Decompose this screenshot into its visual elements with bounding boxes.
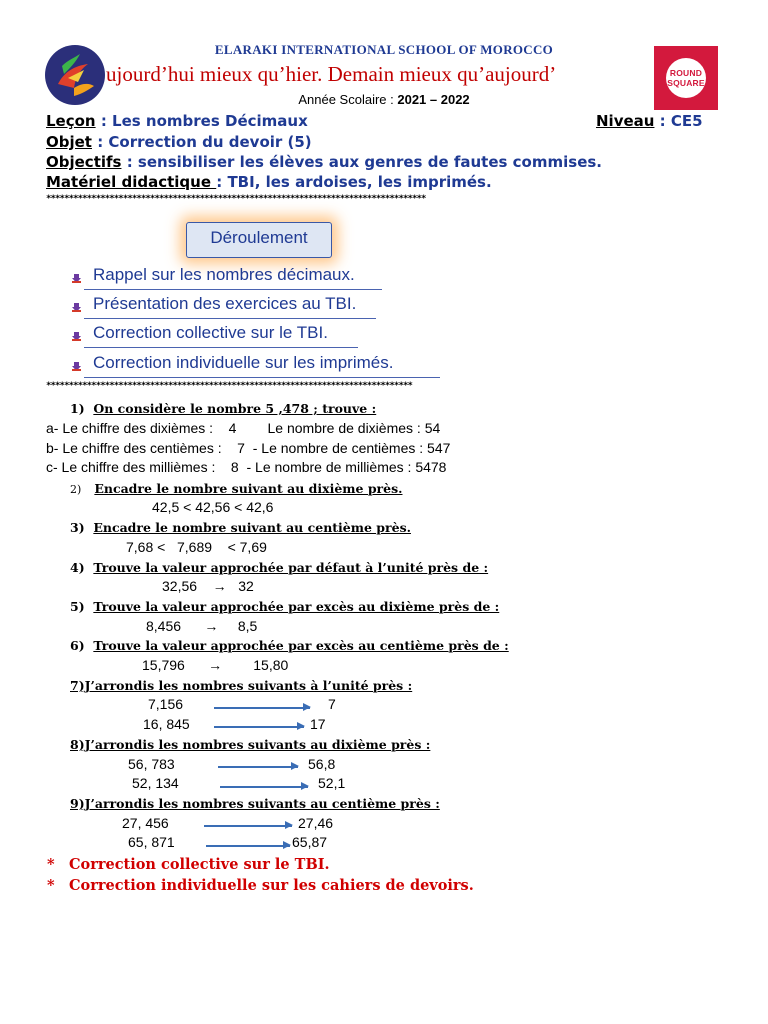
exercise-1-line-b: b- Le chiffre des centièmes : 7 - Le nombre de centièmes : 547 xyxy=(46,440,451,456)
deroulement-step-3: Correction collective sur le TBI. xyxy=(93,323,328,342)
deroulement-step-1: Rappel sur les nombres décimaux. xyxy=(93,265,355,284)
exercise-4-text: Trouve la valeur approchée par défaut à l’unité près de : xyxy=(93,560,489,575)
conclusion-item-2: Correction individuelle sur les cahiers de devoirs. xyxy=(69,877,474,894)
exercise-4-title xyxy=(70,560,488,575)
objet-line xyxy=(46,133,312,151)
exercise-9-to-1: 27,46 xyxy=(298,815,334,831)
exercise-4-number: 4) xyxy=(70,560,85,575)
school-year-value: 2021 – 2022 xyxy=(397,92,470,107)
exercise-5-answer: 8,456 → 8,5 xyxy=(146,618,258,634)
exercise-1-line-c: c- Le chiffre des millièmes : 8 - Le nombre de millièmes : 5478 xyxy=(46,459,447,475)
lecon-value: : Les nombres Décimaux xyxy=(95,112,308,130)
conclusion-bullet-icon: * xyxy=(47,877,55,894)
exercise-8-from-1: 56, 783 xyxy=(128,756,175,772)
niveau-line xyxy=(596,112,703,130)
exercise-9-to-2: 65,87 xyxy=(292,834,328,850)
niveau-label: Niveau xyxy=(596,112,655,130)
exercise-9-from-1: 27, 456 xyxy=(122,815,169,831)
niveau-value: : CE5 xyxy=(654,112,703,130)
exercise-6-text: Trouve la valeur approchée par excès au centième près de : xyxy=(93,638,509,653)
exercise-3-text: Encadre le nombre suivant au centième près. xyxy=(93,520,411,535)
objet-label: Objet xyxy=(46,133,92,151)
objectifs-value: : sensibiliser les élèves aux genres de fautes commises. xyxy=(121,153,602,171)
school-year-label: Année Scolaire : xyxy=(298,92,398,107)
objectifs-line xyxy=(46,153,602,171)
step-underline xyxy=(84,289,382,290)
step-underline xyxy=(84,318,376,319)
logo-text-square: SQUARE xyxy=(667,78,705,88)
exercise-2-answer: 42,5 < 42,56 < 42,6 xyxy=(152,499,274,515)
bullet-arrow-icon xyxy=(72,332,81,341)
school-name: ELARAKI INTERNATIONAL SCHOOL OF MOROCCO xyxy=(214,42,554,57)
materiel-line xyxy=(46,173,492,191)
exercise-6-title xyxy=(70,638,509,653)
exercise-1-title xyxy=(70,401,376,416)
exercise-2-title xyxy=(70,481,402,496)
exercise-8-text: 8)J’arrondis les nombres suivants au dixième près : xyxy=(70,737,431,752)
exercise-5-number: 5) xyxy=(70,599,85,614)
exercise-9-title xyxy=(70,796,440,811)
exercise-1-line-a: a- Le chiffre des dixièmes : 4 Le nombre de dixièmes : 54 xyxy=(46,420,441,436)
arrow-icon xyxy=(206,845,290,847)
exercise-4-answer: 32,56 → 32 xyxy=(162,578,254,594)
arrow-icon xyxy=(218,766,298,768)
exercise-5-text: Trouve la valeur approchée par excès au dixième près de : xyxy=(93,599,500,614)
exercise-1-text: On considère le nombre 5 ,478 ; trouve : xyxy=(93,401,377,416)
school-motto: ujourd’hui mieux qu’hier. Demain mieux qu’aujourd’ xyxy=(106,62,557,86)
separator-top: ************************************************************************************ xyxy=(46,194,426,204)
exercise-6-answer: 15,796 → 15,80 xyxy=(142,657,289,673)
exercise-3-title xyxy=(70,520,411,535)
exercise-8-to-2: 52,1 xyxy=(318,775,346,791)
logo-text-round: ROUND xyxy=(669,68,703,78)
exercise-8-from-2: 52, 134 xyxy=(132,775,179,791)
lecon-label: Leçon xyxy=(46,112,96,130)
bullet-arrow-icon xyxy=(72,362,81,371)
objectifs-label: Objectifs xyxy=(46,153,122,171)
exercise-8-to-1: 56,8 xyxy=(308,756,336,772)
school-year xyxy=(0,92,768,107)
conclusion-bullet-icon: * xyxy=(47,856,55,873)
deroulement-step-4: Correction individuelle sur les imprimés. xyxy=(93,353,394,372)
exercise-1-number: 1) xyxy=(70,401,85,416)
bullet-arrow-icon xyxy=(72,274,81,283)
exercise-2-text: Encadre le nombre suivant au dixième près. xyxy=(94,481,403,496)
deroulement-box xyxy=(186,222,332,258)
deroulement-step-2: Présentation des exercices au TBI. xyxy=(93,294,357,313)
exercise-7-to-1: 7 xyxy=(328,696,336,712)
materiel-label: Matériel didactique xyxy=(46,173,217,191)
arrow-icon xyxy=(220,786,308,788)
exercise-9-from-2: 65, 871 xyxy=(128,834,175,850)
arrow-icon xyxy=(214,726,304,728)
step-underline xyxy=(84,377,440,378)
exercise-9-text: 9)J’arrondis les nombres suivants au centième près : xyxy=(70,796,440,811)
exercise-2-number: 2) xyxy=(70,483,82,496)
separator-middle: ********************************************************************************* xyxy=(46,381,412,391)
exercise-8-title xyxy=(70,737,430,752)
round-square-logo xyxy=(654,46,718,110)
exercise-5-title xyxy=(70,599,499,614)
exercise-7-text: 7)J’arrondis les nombres suivants à l’unité près : xyxy=(70,678,413,693)
exercise-3-number: 3) xyxy=(70,520,85,535)
conclusion-item-1: Correction collective sur le TBI. xyxy=(69,856,330,873)
bullet-arrow-icon xyxy=(72,303,81,312)
deroulement-title: Déroulement xyxy=(210,228,308,247)
exercise-6-number: 6) xyxy=(70,638,85,653)
exercise-7-to-2: 17 xyxy=(310,716,326,732)
arrow-icon xyxy=(204,825,292,827)
objet-value: : Correction du devoir (5) xyxy=(91,133,312,151)
exercise-7-from-2: 16, 845 xyxy=(143,716,190,732)
arrow-icon xyxy=(214,707,310,709)
step-underline xyxy=(84,347,358,348)
exercise-7-from-1: 7,156 xyxy=(148,696,184,712)
materiel-value: : TBI, les ardoises, les imprimés. xyxy=(216,173,492,191)
exercise-7-title xyxy=(70,678,412,693)
lecon-line xyxy=(46,112,308,130)
exercise-3-answer: 7,68 < 7,689 < 7,69 xyxy=(126,539,267,555)
